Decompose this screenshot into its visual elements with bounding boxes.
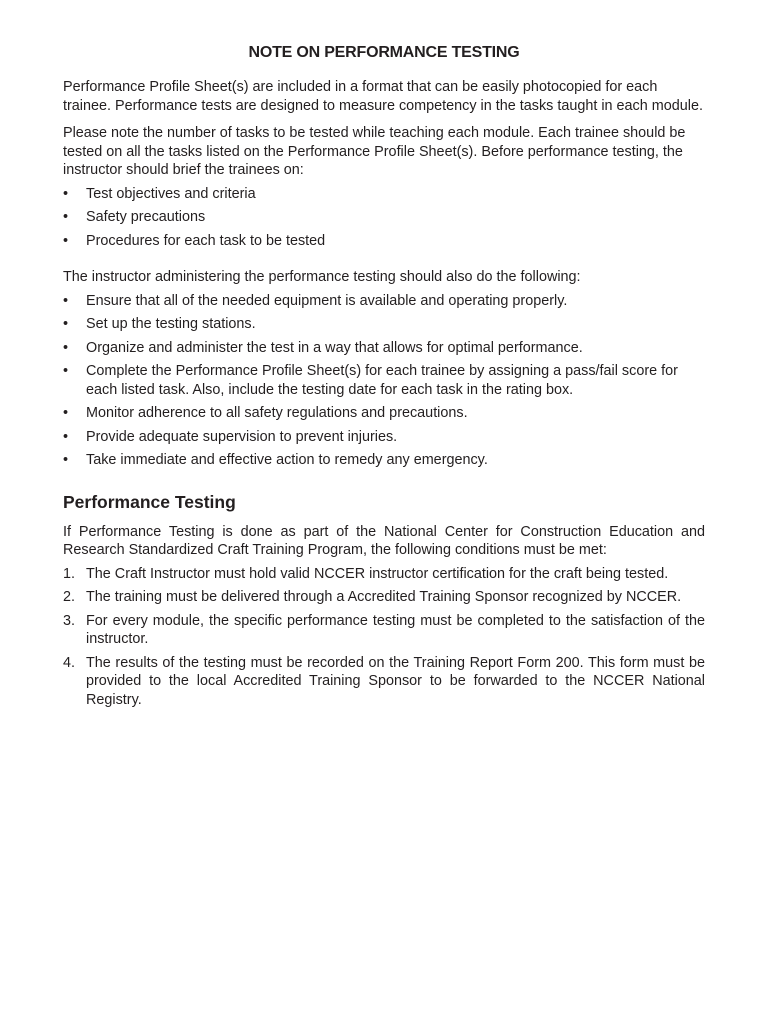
bullet-icon: • [63,339,69,356]
list-item: • Provide adequate supervision to prevent injuries. [63,428,398,445]
bullet-icon: • [63,452,69,468]
list-item: • Complete the Performance Profile Sheet(s) for each trainee by assigning a pass/fail score for each listed task. Also, include the testing date for each task in the rating box. [63,363,678,398]
document-page [63,44,705,709]
list-item: 2. The training must be delivered through a Accredited Training Sponsor recognized by NCCER. [63,589,682,605]
bullet-icon: • [63,185,69,202]
list-item: • Organize and administer the test in a way that allows for optimal performance. [63,339,583,356]
bullet-icon: • [63,363,69,379]
bullet-icon: • [63,209,69,225]
list-item: • Procedures for each task to be tested [63,232,326,249]
bullet-icon: • [63,316,69,332]
bullet-icon: • [63,428,69,445]
list-item: • Take immediate and effective action to remedy any emergency. [63,452,488,468]
instructor-intro: The instructor administering the performance testing should also do the following: [63,269,581,285]
list-item: 3. For every module, the specific performance testing must be completed to the satisfaction of the instructor. [63,612,705,647]
list-item: • Test objectives and criteria [63,185,256,202]
list-item: • Monitor adherence to all safety regulations and precautions. [63,405,468,421]
instructor-list [63,292,705,470]
list-item: • Safety precautions [63,209,206,225]
bullet-icon: • [63,405,69,421]
bullet-icon: • [63,232,69,249]
page-title: NOTE ON PERFORMANCE TESTING [248,44,520,61]
item-number: 4. [63,654,76,671]
item-number: 3. [63,612,76,629]
intro-paragraph-2: Please note the number of tasks to be tested while teaching each module. Each trainee should be tested on all the tasks listed on the Performance Profile Sheet(s). Before performance testing, the instructor should brief the trainees on: [63,125,686,178]
bullet-icon: • [63,292,69,309]
conditions-list [63,565,705,710]
list-item: 1. The Craft Instructor must hold valid NCCER instructor certification for the craft being tested. [63,565,669,582]
intro-paragraph-1: Performance Profile Sheet(s) are included in a format that can be easily photocopied for each trainee. Performance tests are designed to measure competency in the tasks taught in each module. [63,79,703,114]
item-number: 1. [63,565,76,582]
list-item: • Ensure that all of the needed equipment is available and operating properly. [63,292,568,309]
list-item: 4. The results of the testing must be recorded on the Training Report Form 200. This form must be provided to the local Accredited Training Sponsor to be forwarded to the NCCER National Registry. [63,654,705,708]
brief-list [63,185,705,251]
item-number: 2. [63,589,76,605]
section-heading: Performance Testing [63,491,236,512]
list-item: • Set up the testing stations. [63,316,256,332]
section-intro: If Performance Testing is done as part of the National Center for Construction Education and Research Standardized Craft Training Program, the following conditions must be met: [63,523,705,558]
